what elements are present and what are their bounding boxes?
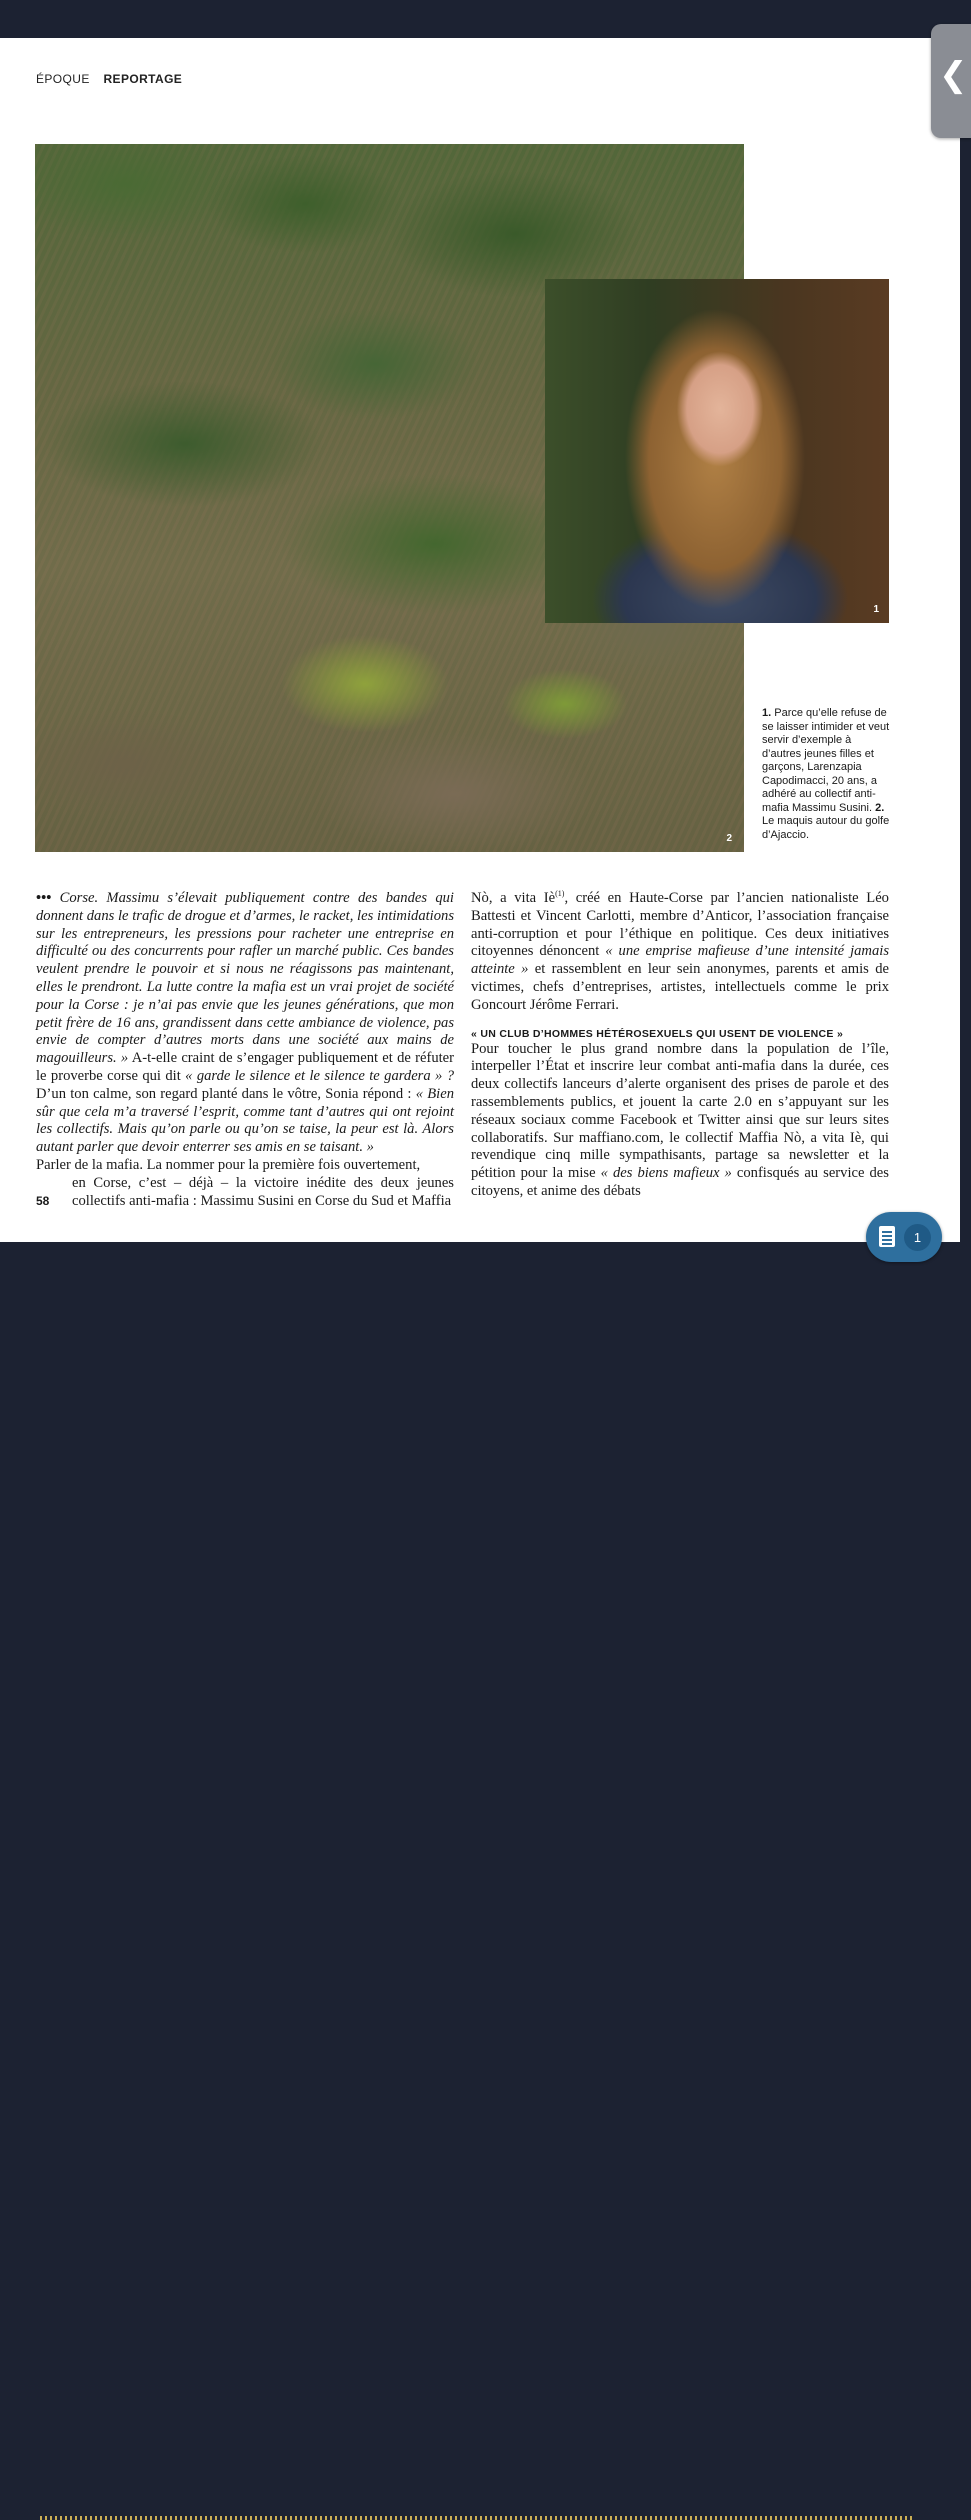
caption-text-1: Parce qu’elle refuse de se laisser intimider et veut servir d’exemple à d’autres jeunes filles et garçons, Larenzapia Capodimacci, 20 ans, a adhéré au collectif anti-mafia Massimu Susini. (762, 707, 890, 814)
body-text: Pour toucher le plus grand nombre dans la population de l’île, interpeller l’État et inscrire leur combat anti-mafia dans la durée, ces deux collectifs lanceurs d’alerte organisent des prises de parole et des rassemblements publics, et jouent la carte 2.0 en s’appuyant sur les réseaux sociaux comme Facebook et Twitter ainsi que sur leurs sites collaboratifs. Sur maffiano.com, le collectif Maffia Nò, a vita Iè, qui revendique cinq mille sympathisants, partage sa newsletter et la pétition pour la mise (471, 1040, 889, 1182)
body-text: Parler de la mafia. La nommer pour la première fois ouvertement, (36, 1156, 421, 1173)
quote-text: « garde le silence et le silence te gardera » ? (185, 1067, 454, 1084)
chevron-left-icon: ❮ (939, 55, 968, 95)
page-scrubber[interactable] (40, 2516, 912, 2520)
portrait-photo (545, 279, 889, 623)
continuation-mark: ••• (36, 890, 52, 906)
body-text: Nò, a vita Iè (471, 890, 556, 906)
article-paragraph (471, 1041, 889, 1201)
quote-text: « une emprise mafieuse d’une intensité jamais atteinte » (471, 943, 889, 978)
article-paragraph (471, 890, 889, 1015)
article-paragraph (36, 1157, 454, 1210)
quote-text: « Bien sûr que cela m’a traversé l’esprit, comme tant d’autres qui ont rejoint les collectifs. Mais qu’on parle ou qu’on se taise, la peur est là. Alors autant parler que devoir enterrer ses amis en se taisant. » (36, 1085, 454, 1156)
article-column-right (471, 890, 889, 1201)
page-header (36, 72, 182, 86)
notes-count-badge: 1 (904, 1224, 931, 1251)
body-text: et rassemblent en leur sein anonymes, parents et amis de victimes, chefs d’entreprises, artistes, intellectuels comme le prix Goncourt Jérôme Ferrari. (471, 961, 889, 1013)
body-text: confisqués au service des citoyens, et anime des débats (471, 1165, 889, 1199)
previous-page-tab[interactable] (931, 24, 971, 138)
footnote-ref: (1) (555, 889, 565, 899)
reader-top-bar (0, 0, 960, 38)
body-text: A-t-elle craint de s’engager publiquement et de réfuter le proverbe corse qui dit (36, 1050, 455, 1084)
magazine-page (0, 38, 960, 1242)
body-text: en Corse, c’est – déjà – la victoire inédite des deux jeunes collectifs anti-mafia : Massimu Susini en Corse du Sud et Maffia (72, 1174, 454, 1209)
body-text: , créé en Haute-Corse par l’ancien nationaliste Léo Battesti et Vincent Carlotti, membre d’Anticor, l’association française anti-corruption et pour l’éthique en politique. Ces deux initiatives citoyennes dénoncent (471, 890, 889, 960)
caption-number-2: 2. (875, 801, 885, 814)
body-text: D’un ton calme, son regard planté dans le vôtre, Sonia répond : (36, 1085, 412, 1102)
quote-text: « des biens mafieux » (600, 1165, 732, 1182)
section-label: ÉPOQUE (36, 72, 90, 86)
document-icon (879, 1226, 895, 1247)
photo-caption (762, 707, 892, 842)
notes-button[interactable] (866, 1212, 942, 1262)
caption-text-2: Le maquis autour du golfe d’Ajaccio. (762, 815, 890, 841)
reader-bottom-bar (0, 1242, 960, 1280)
photo-number-2: 2 (726, 833, 732, 844)
quote-text: Corse. Massimu s’élevait publiquement contre des bandes qui donnent dans le trafic de drogue et d’armes, le racket, les intimidations sur les entrepreneurs, les pressions pour racheter une entreprise en difficulté ou des concurrents pour rafler un marché public. Ces bandes veulent prendre le pouvoir et si nous ne réagissons pas maintenant, elles le prendront. La lutte contre la mafia est un vrai projet de société pour la Corse : je n’ai pas envie que les jeunes générations, que mon petit frère de 16 ans, grandissent dans cette ambiance de violence, pas envie de compter d’autres morts dans une société aux mains de magouilleurs. » (36, 890, 454, 1067)
article-column-left (36, 890, 454, 1210)
page-number: 58 (36, 1194, 50, 1208)
photo-number-1: 1 (873, 604, 879, 615)
rubric-label: REPORTAGE (103, 72, 183, 86)
article-paragraph (36, 890, 454, 1157)
caption-number-1: 1. (762, 707, 772, 719)
article-subheading: « UN CLUB D’HOMMES HÉTÉROSEXUELS QUI USENT DE VIOLENCE » (471, 1027, 844, 1040)
